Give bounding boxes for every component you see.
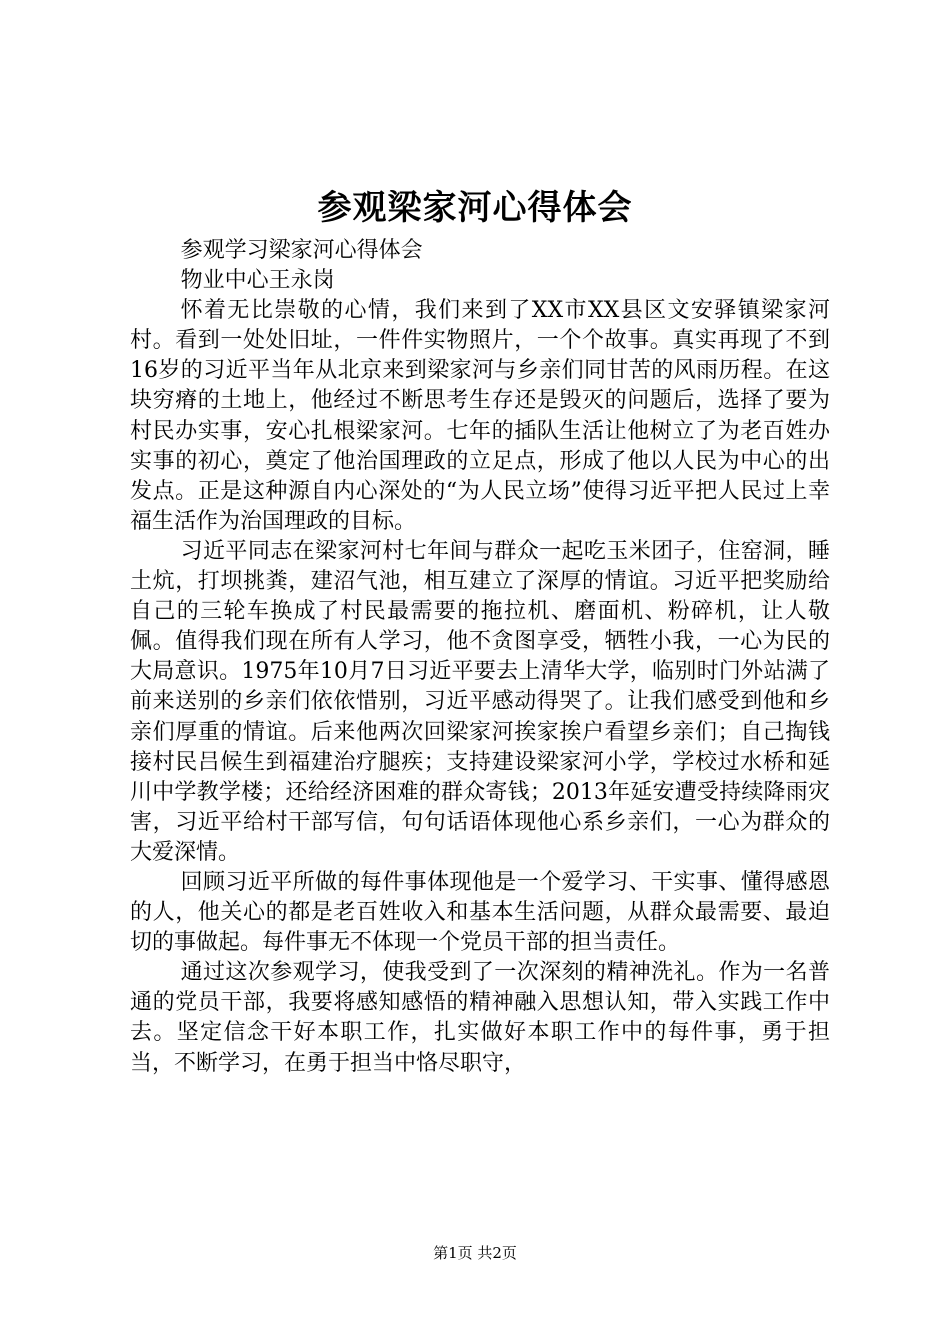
- paragraph: 怀着无比崇敬的心情，我们来到了XX市XX县区文安驿镇梁家河村。看到一处处旧址，一件件实物照片，一个个故事。真实再现了不到16岁的习近平当年从北京来到梁家河与乡亲们同甘苦的风雨历程。在这块穷瘠的土地上，他经过不断思考生存还是毁灭的问题后，选择了要为村民办实事，安心扎根梁家河。七年的插队生活让他树立了为老百姓办实事的初心，奠定了他治国理政的立足点，形成了他以人民为中心的出发点。正是这种源自内心深处的“为人民立场”使得习近平把人民过上幸福生活作为治国理政的目标。: [130, 298, 830, 534]
- page-footer: 第1页 共2页: [433, 1244, 517, 1262]
- paragraph: 回顾习近平所做的每件事体现他是一个爱学习、干实事、懂得感恩的人，他关心的都是老百姓收入和基本生活问题，从群众最需要、最迫切的事做起。每件事无不体现一个党员干部的担当责任。: [130, 869, 830, 956]
- document-subtitle: 参观学习梁家河心得体会: [180, 238, 423, 263]
- paragraph: 通过这次参观学习，使我受到了一次深刻的精神洗礼。作为一名普通的党员干部，我要将感知感悟的精神融入思想认知，带入实践工作中去。坚定信念干好本职工作，扎实做好本职工作中的每件事，勇于担当，不断学习，在勇于担当中恪尽职守，: [130, 960, 830, 1076]
- paragraph: 习近平同志在梁家河村七年间与群众一起吃玉米团子，住窑洞，睡土炕，打坝挑粪，建沼气池，相互建立了深厚的情谊。习近平把奖励给自己的三轮车换成了村民最需要的拖拉机、磨面机、粉碎机，让人敬佩。值得我们现在所有人学习，他不贪图享受，牺牲小我，一心为民的大局意识。1975年10月7日习近平要去上清华大学，临别时门外站满了前来送别的乡亲们依依惜别，习近平感动得哭了。让我们感受到他和乡亲们厚重的情谊。后来他两次回梁家河挨家挨户看望乡亲们；自己掏钱接村民吕候生到福建治疗腿疾；支持建设梁家河小学，学校过水桥和延川中学教学楼；还给经济困难的群众寄钱；2013年延安遭受持续降雨灾害，习近平给村干部写信，句句话语体现他心系乡亲们，一心为群众的大爱深情。: [130, 538, 830, 865]
- document-author: 物业中心王永岗: [180, 268, 335, 294]
- document-body: [130, 236, 830, 1079]
- document-title: 参观梁家河心得体会: [317, 188, 633, 228]
